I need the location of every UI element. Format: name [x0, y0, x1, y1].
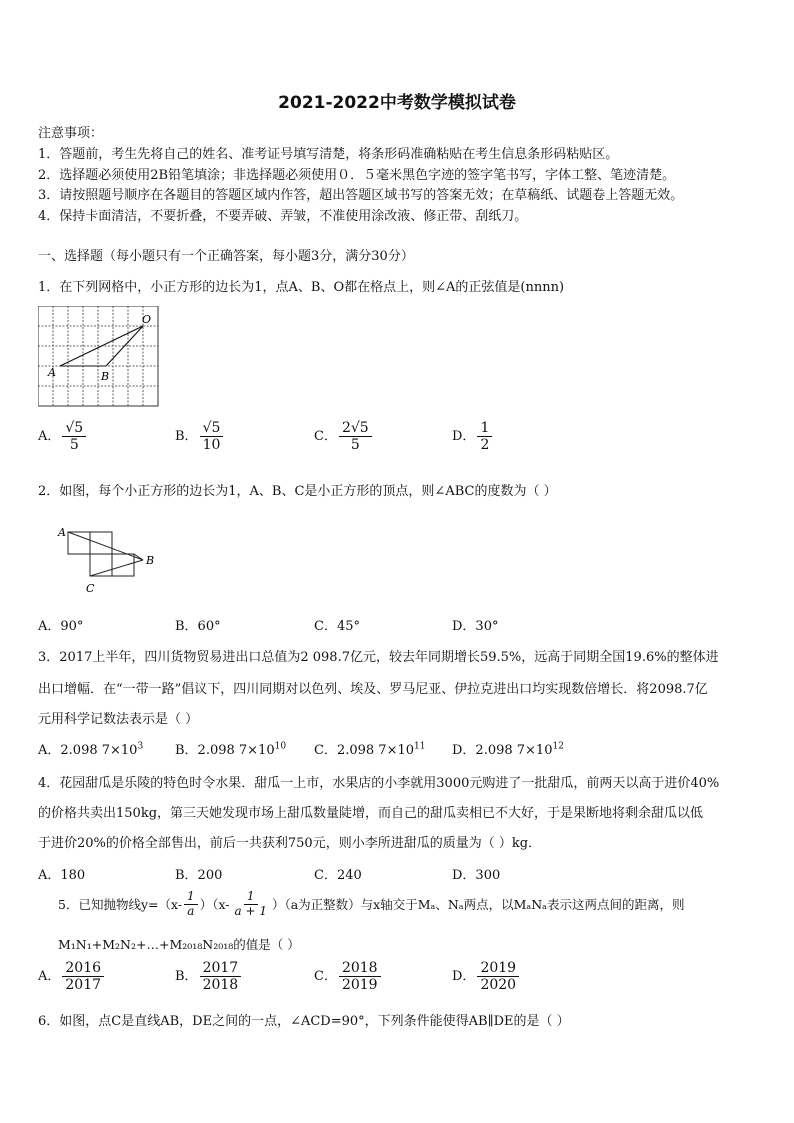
- notice-heading: 注意事项：: [38, 126, 104, 141]
- section-heading: 一、选择题（每小题只有一个正确答案，每小题3分，满分30分）: [38, 249, 414, 264]
- q1-option-b[interactable]: B． $\frac{√5}{10}$: [175, 420, 225, 453]
- q5-option-d[interactable]: D． $\frac{2019}{2020}$: [452, 960, 521, 993]
- q1-option-a[interactable]: A． $\frac{√5}{5}$: [38, 420, 88, 453]
- question-3-line-2: 出口增幅．在“一带一路”倡议下，四川同期对以色列、埃及、罗马尼亚、伊拉克进出口均实现数倍增长．将2098.7亿: [38, 682, 708, 697]
- q3-option-b[interactable]: B．2.098 $7\times 10^{10}$: [175, 741, 287, 758]
- notice-item-1: 1．答题前，考生先将自己的姓名、准考证号填写清楚，将条形码准确粘贴在考生信息条形码粘贴区。: [38, 147, 619, 162]
- label-a: A: [48, 366, 56, 379]
- notice-item-4: 4．保持卡面清洁，不要折叠，不要弄破、弄皱，不准使用涂改液、修正带、刮纸刀。: [38, 209, 528, 224]
- q5-option-c[interactable]: C． $\frac{2018}{2019}$: [314, 960, 383, 993]
- notice-item-3: 3．请按照题号顺序在各题目的答题区域内作答，超出答题区域书写的答案无效；在草稿纸、试题卷上答题无效。: [38, 188, 684, 203]
- q3-option-c[interactable]: C．2.098 $7\times 10^{11}$: [314, 741, 426, 758]
- q5-option-a[interactable]: A． $\frac{2016}{2017}$: [38, 960, 106, 993]
- question-5-line-2: M₁N₁+M₂N₂+…+M₂₀₁₈N₂₀₁₈的值是（ ）: [58, 937, 300, 952]
- question-2-text: 2．如图，每个小正方形的边长为1，A、B、C是小正方形的顶点，则∠ABC的度数为（ ）: [38, 484, 557, 499]
- question-3-line-1: 3．2017上半年，四川货物贸易进出口总值为2 098.7亿元，较去年同期增长59.5%，远高于同期全国19.6%的整体进: [38, 650, 719, 665]
- question-1-grid-figure: [38, 306, 164, 408]
- page-title: 2021-2022中考数学模拟试卷: [278, 93, 516, 113]
- label-b: B: [101, 370, 110, 383]
- q5-option-b[interactable]: B． $\frac{2017}{2018}$: [175, 960, 243, 993]
- q2-option-a[interactable]: A．90°: [38, 619, 84, 634]
- question-2-figure: [56, 522, 162, 596]
- question-3-line-3: 元用科学记数法表示是（ ）: [38, 712, 199, 727]
- question-6-text: 6．如图，点C是直线AB，DE之间的一点，∠ACD=90°，下列条件能使得AB∥DE的是（ ）: [38, 1014, 570, 1029]
- q4-option-b[interactable]: B．200: [175, 868, 223, 883]
- q2-option-d[interactable]: D．30°: [452, 619, 499, 634]
- question-4-line-1: 4．花园甜瓜是乐陵的特色时令水果．甜瓜一上市，水果店的小李就用3000元购进了一批甜瓜，前两天以高于进价40%: [38, 776, 720, 791]
- label-a: A: [58, 526, 66, 539]
- question-4-line-3: 于进价20%的价格全部售出，前后一共获利750元，则小李所进甜瓜的质量为（ ）kg．: [38, 836, 542, 851]
- segment-bc: [90, 560, 143, 576]
- q2-option-b[interactable]: B．60°: [175, 619, 221, 634]
- q1-option-d[interactable]: D． $\frac{1}{2}$: [452, 420, 494, 453]
- q4-option-a[interactable]: A．180: [38, 868, 86, 883]
- q4-option-c[interactable]: C．240: [314, 868, 362, 883]
- segment-ab: [68, 532, 143, 560]
- q1-option-c[interactable]: C． $\frac{2√5}{5}$: [314, 420, 374, 453]
- question-4-line-2: 的价格共卖出150kg，第三天她发现市场上甜瓜数量陡增，而自己的甜瓜卖相已不大好，于是果断地将剩余甜瓜以低: [38, 806, 704, 821]
- question-5-line-1: 5．已知抛物线y=（x- $\frac{1}{a}$ ）（x- $\frac{1}{a + 1}$ ）（a为正整数）与x轴交于Mₐ、Nₐ两点，以MₐNₐ表示这两点间的距离，则: [58, 889, 685, 918]
- q3-option-d[interactable]: D．2.098 $7\times 10^{12}$: [452, 741, 564, 758]
- question-1-text: 1．在下列网格中，小正方形的边长为1，点A、B、O都在格点上，则∠A的正弦值是(nnnn): [38, 280, 565, 295]
- label-o: O: [142, 313, 152, 326]
- q3-option-a[interactable]: A．2.098 $7\times 10^3$: [38, 741, 144, 758]
- label-c: C: [86, 582, 95, 595]
- q4-option-d[interactable]: D．300: [452, 868, 501, 883]
- notice-item-2: 2．选择题必须使用2B铅笔填涂；非选择题必须使用０．５毫米黑色字迹的签字笔书写，字体工整、笔迹清楚。: [38, 168, 676, 183]
- q2-option-c[interactable]: C．45°: [314, 619, 360, 634]
- label-b: B: [146, 554, 155, 567]
